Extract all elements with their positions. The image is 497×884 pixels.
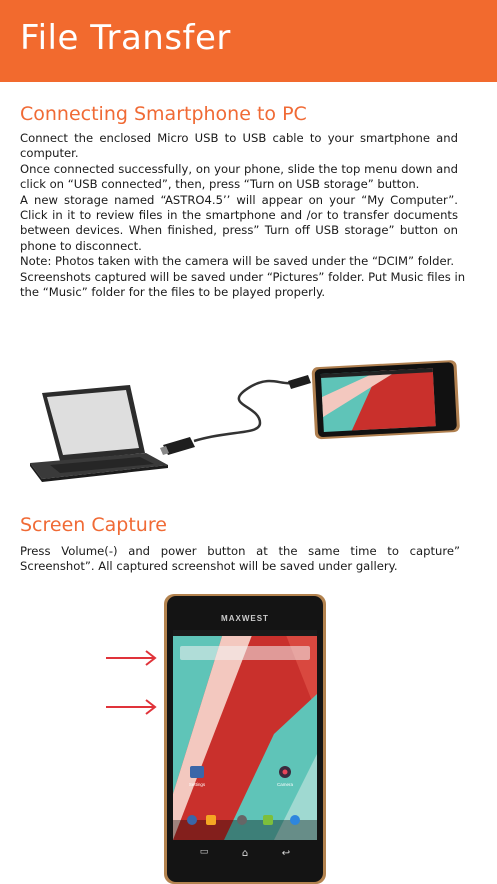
- home-icon: ⌂: [241, 848, 249, 859]
- phone-connected-icon: [311, 360, 460, 439]
- arrow-right-icon: [104, 648, 160, 668]
- arrow-right-icon: [104, 697, 160, 717]
- page-title: File Transfer: [20, 18, 231, 58]
- phone-app-icon: [206, 815, 216, 825]
- phone-app-icon: [263, 815, 273, 825]
- paragraph: Press Volume(-) and power button at the same time to capture” Screenshot”. All captured screenshot will be saved under gallery.: [20, 544, 460, 574]
- usb-plug-icon: [160, 437, 195, 455]
- phone-brand-logo: MAXWEST: [221, 614, 269, 623]
- usb-cable: [194, 381, 292, 441]
- phone-app-icon: [290, 815, 300, 825]
- paragraph: Connect the enclosed Micro USB to USB cable to your smartphone and computer.: [20, 131, 458, 161]
- phone-screen: [173, 630, 317, 840]
- app-drawer-icon: [237, 815, 247, 825]
- usb-connection-illustration: [20, 345, 490, 485]
- recent-apps-icon: ▭: [199, 847, 209, 857]
- back-icon: ↩: [281, 848, 291, 859]
- paragraph: Note: Photos taken with the camera will be saved under the “DCIM” folder. Screenshots captured will be saved under “Pictures” folder. Put Music files in the “Music” folder for the files to be played properly.: [20, 254, 466, 300]
- phone-app-icon: [187, 815, 197, 825]
- svg-text:Settings: Settings: [188, 782, 206, 787]
- phone-screen-capture-illustration: [164, 594, 326, 884]
- laptop-icon: [30, 385, 168, 482]
- section-title-connecting: Connecting Smartphone to PC: [20, 103, 307, 125]
- google-search-bar: [180, 646, 310, 660]
- section-title-screen-capture: Screen Capture: [20, 514, 167, 536]
- settings-icon: [189, 766, 206, 787]
- paragraph: Once connected successfully, on your phone, slide the top menu down and click on “USB connected”, then, press “Turn on USB storage” button.: [20, 161, 458, 192]
- paragraph: A new storage named “ASTRO4.5’’ will appear on your “My Computer”. Click in it to review files in the smartphone and /or to transfer documents between devices. When finished, press” Turn off USB storage” button on phone to disconnect.: [20, 192, 458, 253]
- section-screen-capture-body: [20, 544, 460, 575]
- section-connecting-body: [20, 131, 466, 300]
- svg-text:Camera: Camera: [276, 782, 294, 787]
- header-banner: [0, 0, 497, 82]
